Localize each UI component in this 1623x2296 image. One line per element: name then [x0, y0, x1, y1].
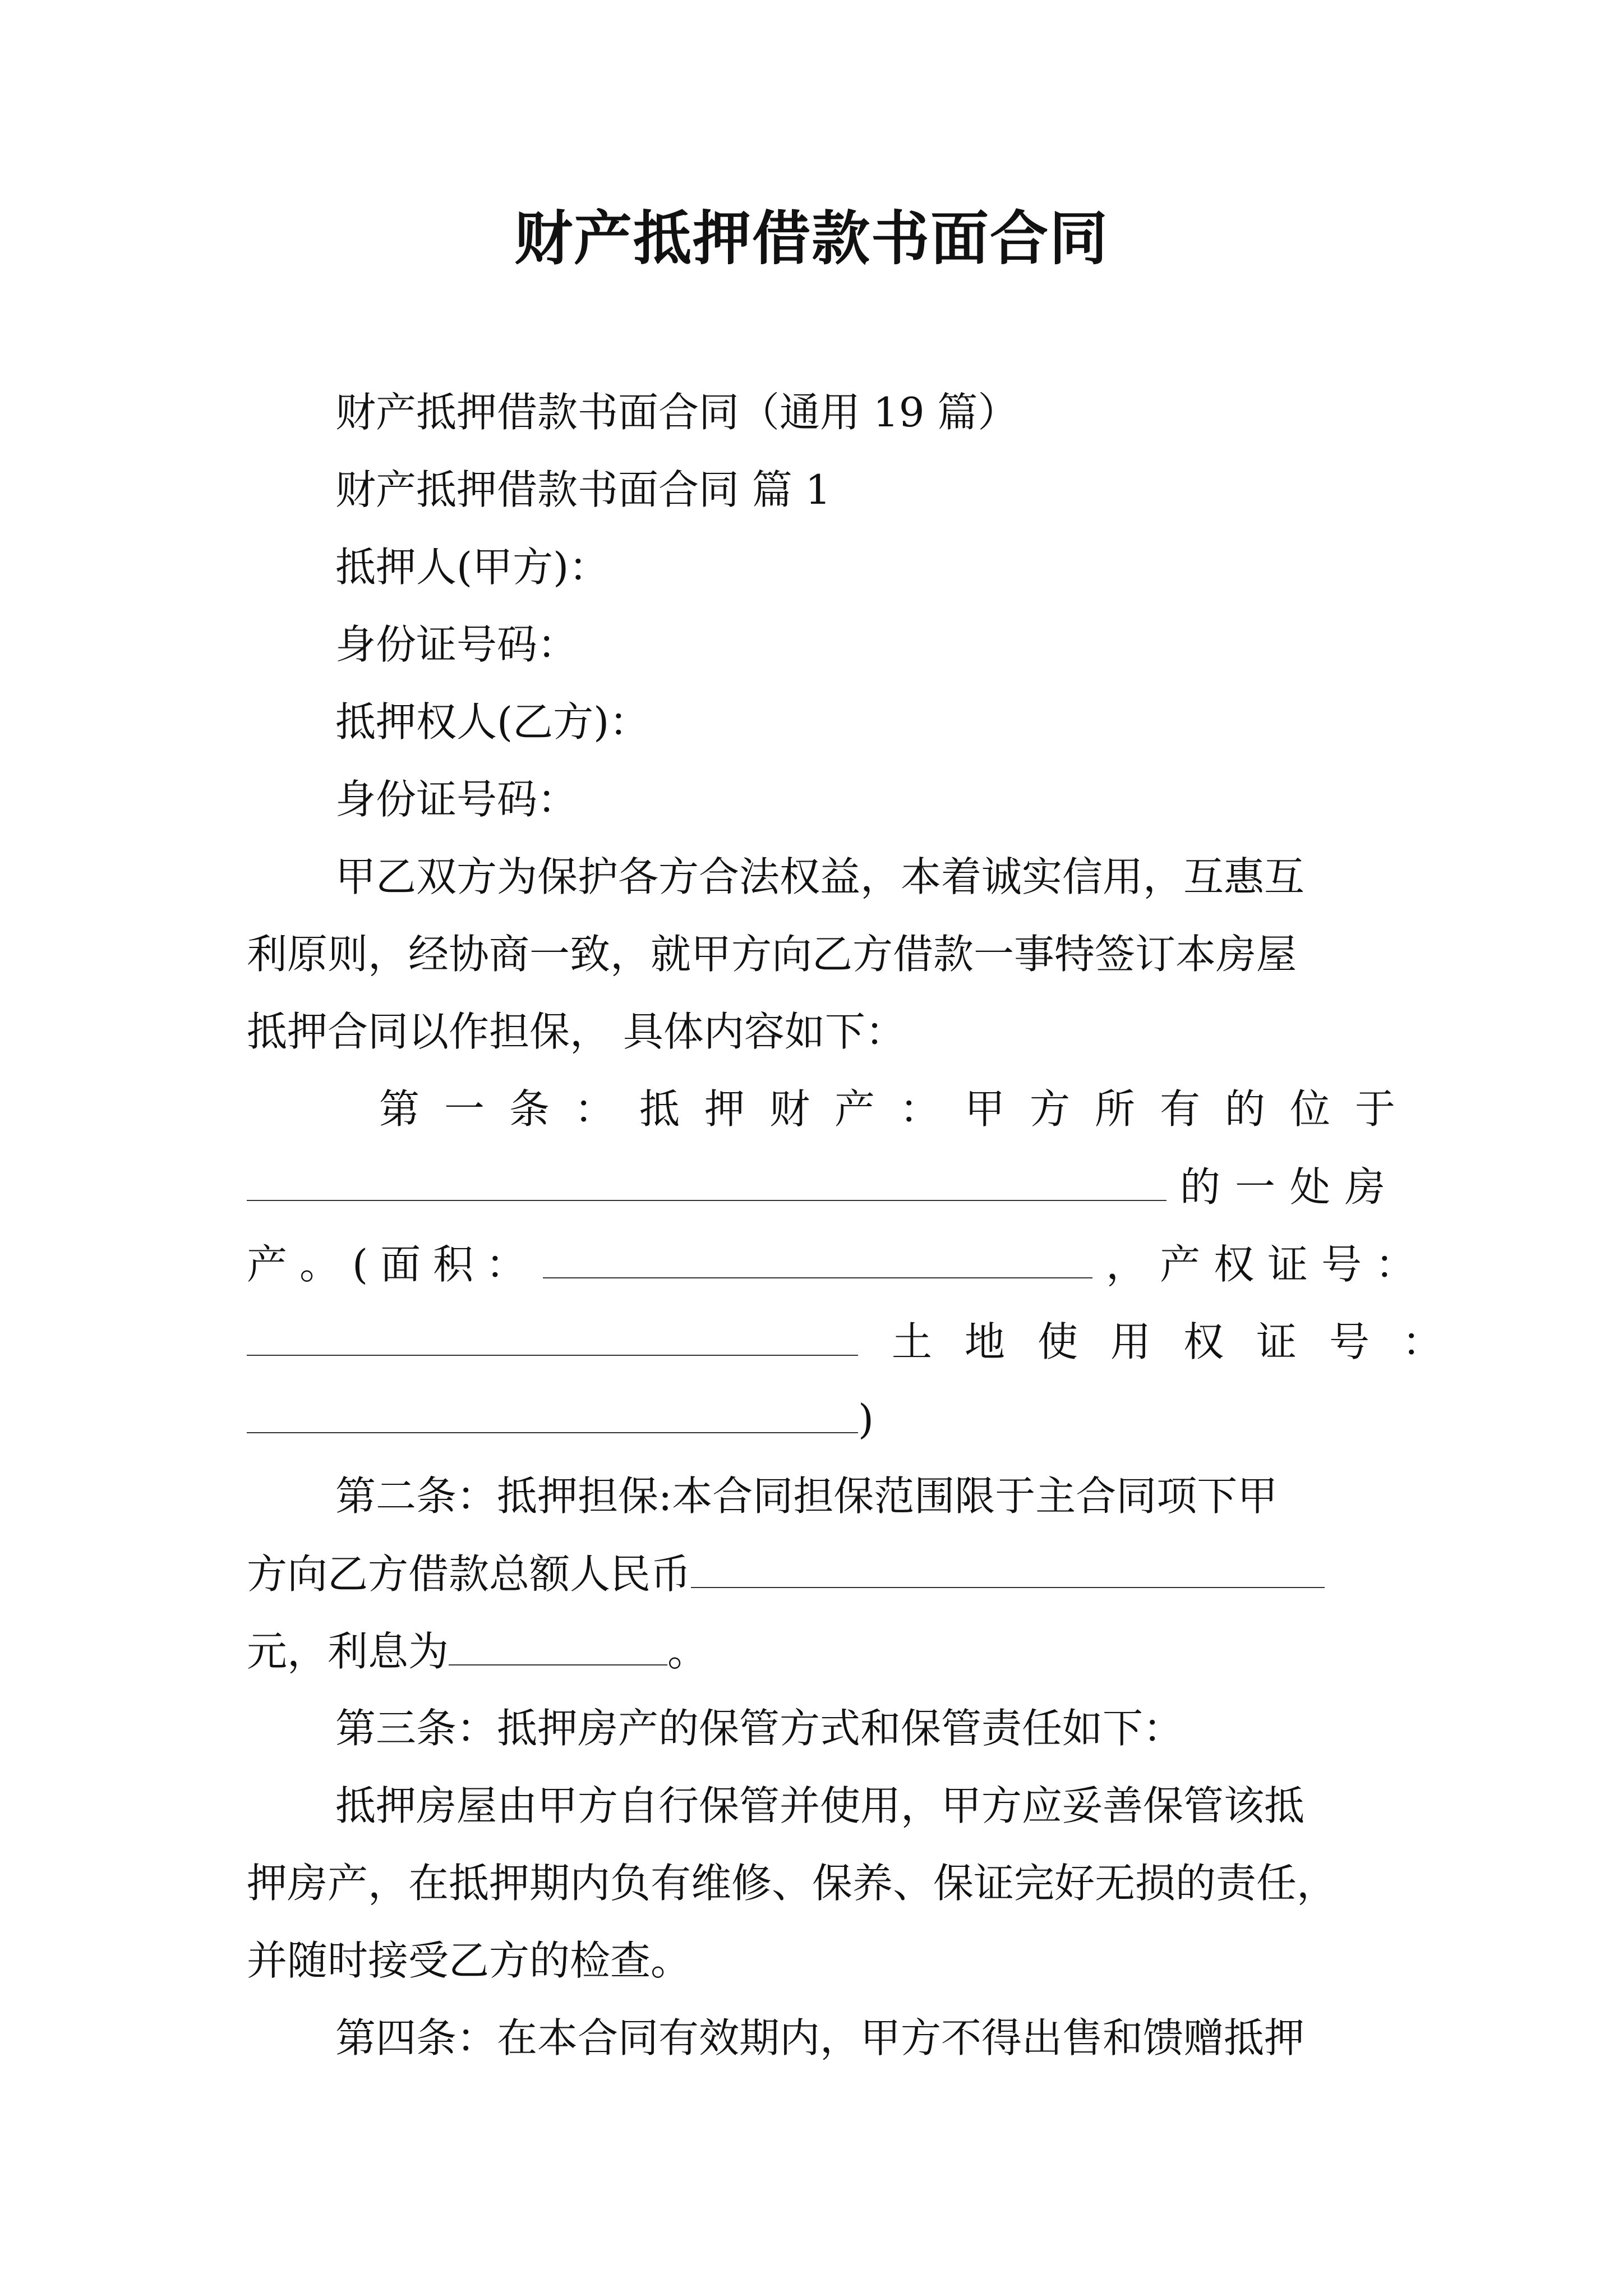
document-title: 财产抵押借款书面合同 — [514, 204, 1109, 273]
article-3-line: 第三条：抵押房产的保管方式和保管责任如下： — [335, 1705, 1184, 1752]
article-4-line: 第四条：在本合同有效期内，甲方不得出售和馈赠抵押 — [335, 2014, 1305, 2062]
article-2-line — [247, 1545, 1325, 1602]
party-a-id-label: 身份证号码： — [335, 621, 578, 668]
subtitle: 财产抵押借款书面合同（通用 19 篇） — [335, 389, 1018, 436]
article-1-text: 产。(面积： — [247, 1241, 539, 1288]
blank-line-land-cert — [247, 1391, 858, 1433]
party-b-label: 抵押权人(乙方)： — [335, 698, 650, 746]
intro-line: 抵押合同以作担保， 具体内容如下： — [247, 1008, 906, 1055]
article-1-line — [247, 1236, 1429, 1292]
blank-line-property-cert — [247, 1313, 858, 1356]
article-1-text: 的一处房 — [1180, 1163, 1400, 1211]
intro-line: 利原则，经协商一致，就甲方向乙方借款一事特签订本房屋 — [247, 931, 1297, 978]
blank-line-amount — [691, 1545, 1325, 1588]
article-3-line: 并随时接受乙方的检查。 — [247, 1937, 691, 1984]
article-1-line — [247, 1313, 1475, 1370]
party-a-label: 抵押人(甲方)： — [335, 544, 610, 591]
article-3-line: 抵押房屋由甲方自行保管并使用，甲方应妥善保管该抵 — [335, 1782, 1305, 1829]
article-1-text: ，产权证号： — [1106, 1241, 1430, 1288]
article-2-text: 方向乙方借款总额人民币 — [247, 1550, 691, 1598]
article-1-text: 第一条：抵押财产：甲方所有的位于 — [379, 1085, 1421, 1133]
article-3-line: 押房产，在抵押期内负有维修、保养、保证完好无损的责任， — [247, 1860, 1338, 1907]
article-1-text: 土地使用权证号： — [892, 1318, 1476, 1365]
section-heading: 财产抵押借款书面合同 篇 1 — [335, 466, 831, 513]
party-b-id-label: 身份证号码： — [335, 776, 578, 823]
article-1-text: ) — [858, 1396, 874, 1443]
article-2-line — [247, 1623, 708, 1680]
article-2-text: 。 — [667, 1628, 708, 1675]
article-1-line — [247, 1158, 1400, 1215]
blank-line-interest — [449, 1623, 667, 1665]
blank-line-area — [543, 1236, 1092, 1278]
blank-line-location — [247, 1158, 1166, 1201]
article-2-line: 第二条：抵押担保:本合同担保范围限于主合同项下甲 — [335, 1473, 1278, 1520]
article-1-line — [247, 1391, 874, 1447]
article-2-text: 元，利息为 — [247, 1628, 449, 1675]
intro-line: 甲乙双方为保护各方合法权益，本着诚实信用，互惠互 — [335, 853, 1305, 900]
article-1-line — [379, 1081, 1421, 1137]
